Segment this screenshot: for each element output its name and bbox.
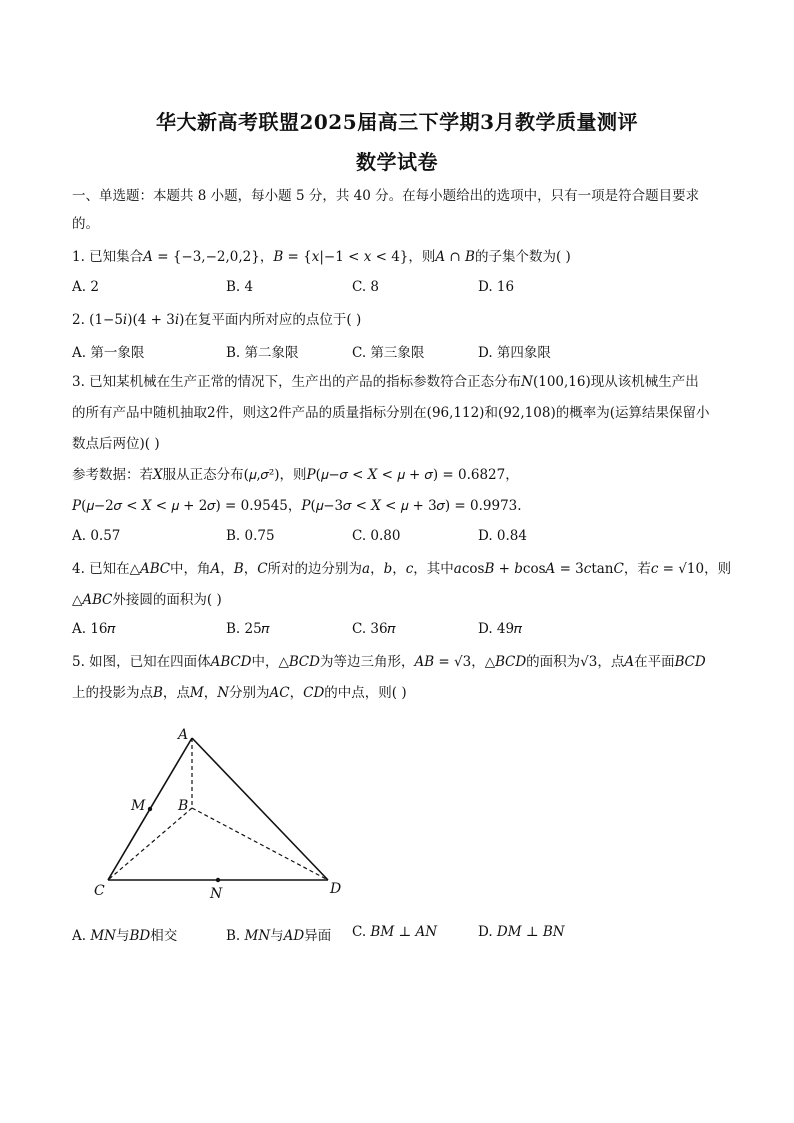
- option-b: B. 𝑀𝑁与𝐴𝐷异面: [226, 928, 332, 944]
- edge-ad: [192, 738, 328, 880]
- question-3-options: [72, 528, 732, 548]
- label-n: N: [210, 886, 223, 902]
- section-heading: 一、单选题：本题共 8 小题，每小题 5 分，共 40 分。在每小题给出的选项中，只有一项是符合题目要求: [72, 188, 700, 204]
- option-d: D. 𝐷𝑀 ⊥ 𝐵𝑁: [478, 924, 565, 940]
- question-3-reference-1: 参考数据：若𝑋服从正态分布(𝜇,𝜎²)，则𝑃(𝜇−𝜎 < 𝑋 < 𝜇 + 𝜎) = 0.6827，: [72, 467, 519, 483]
- option-c: C. 第三象限: [352, 345, 425, 361]
- label-c: C: [94, 883, 105, 899]
- question-5-options: [72, 924, 732, 944]
- option-a: A. 第一象限: [72, 345, 145, 361]
- option-c: C. 𝐵𝑀 ⊥ 𝐴𝑁: [352, 924, 438, 940]
- section-heading-cont: 的。: [72, 216, 99, 232]
- option-d: D. 第四象限: [478, 345, 551, 361]
- option-b: B. 第二象限: [226, 345, 299, 361]
- label-b: B: [178, 798, 189, 814]
- question-3-stem-line1: 3. 已知某机械在生产正常的情况下，生产出的产品的指标参数符合正态分布𝑁(100,16)现从该机械生产出: [72, 374, 699, 390]
- question-3-reference-2: 𝑃(𝜇−2𝜎 < 𝑋 < 𝜇 + 2𝜎) = 0.9545，𝑃(𝜇−3𝜎 < 𝑋 < 𝜇 + 3𝜎) = 0.9973.: [72, 498, 522, 514]
- option-a: A. 0.57: [72, 528, 121, 544]
- question-2-stem: 2. (1−5𝑖)(4 + 3𝑖)在复平面内所对应的点位于( ): [72, 312, 362, 328]
- question-3-stem-line2: 的所有产品中随机抽取2件，则这2件产品的质量指标分别在(96,112)和(92,108)的概率为(运算结果保留小: [72, 405, 710, 421]
- point-m: [148, 807, 152, 811]
- question-4-options: [72, 621, 732, 641]
- option-d: D. 16: [478, 279, 515, 295]
- option-d: D. 49𝜋: [478, 621, 523, 637]
- edge-bd: [192, 808, 328, 880]
- option-b: B. 25𝜋: [226, 621, 270, 637]
- label-a: A: [178, 727, 189, 743]
- option-b: B. 0.75: [226, 528, 275, 544]
- edge-bc: [108, 808, 192, 880]
- option-a: A. 16𝜋: [72, 621, 116, 637]
- label-d: D: [330, 881, 342, 897]
- question-5-stem-line2: 上的投影为点𝐵，点𝑀，𝑁分别为𝐴𝐶，𝐶𝐷的中点，则( ): [72, 685, 407, 701]
- option-a: A. 2: [72, 279, 99, 295]
- question-5-stem-line1: 5. 如图，已知在四面体𝐴𝐵𝐶𝐷中，△𝐵𝐶𝐷为等边三角形，𝐴𝐵 = √3，△𝐵𝐶𝐷的面积为√3，点𝐴在平面𝐵𝐶𝐷: [72, 654, 706, 670]
- point-n: [216, 878, 220, 882]
- option-a: A. 𝑀𝑁与𝐵𝐷相交: [72, 928, 178, 944]
- question-3-stem-line3: 数点后两位)( ): [72, 436, 160, 452]
- option-d: D. 0.84: [478, 528, 527, 544]
- question-4-stem-line1: 4. 已知在△𝐴𝐵𝐶中，角𝐴，𝐵，𝐶所对的边分别为𝑎，𝑏，𝑐，其中𝑎cos𝐵 + 𝑏cos𝐴 = 3𝑐tan𝐶，若𝑐 = √10，则: [72, 561, 732, 577]
- option-b: B. 4: [226, 279, 254, 295]
- label-m: M: [131, 798, 146, 814]
- question-1-options: [72, 279, 732, 299]
- question-2-options: [72, 341, 732, 361]
- option-c: C. 0.80: [352, 528, 401, 544]
- option-c: C. 8: [352, 279, 380, 295]
- exam-title: 华大新高考联盟2025届高三下学期3月教学质量测评: [155, 110, 639, 134]
- question-1-stem: 1. 已知集合𝐴 = {−3,−2,0,2}，𝐵 = {𝑥|−1 < 𝑥 < 4}，则𝐴 ∩ 𝐵的子集个数为( ): [72, 249, 571, 265]
- option-c: C. 36𝜋: [352, 621, 396, 637]
- tetrahedron-figure: [90, 718, 360, 908]
- question-4-stem-line2: △𝐴𝐵𝐶外接圆的面积为( ): [72, 592, 222, 608]
- exam-subtitle: 数学试卷: [356, 150, 438, 174]
